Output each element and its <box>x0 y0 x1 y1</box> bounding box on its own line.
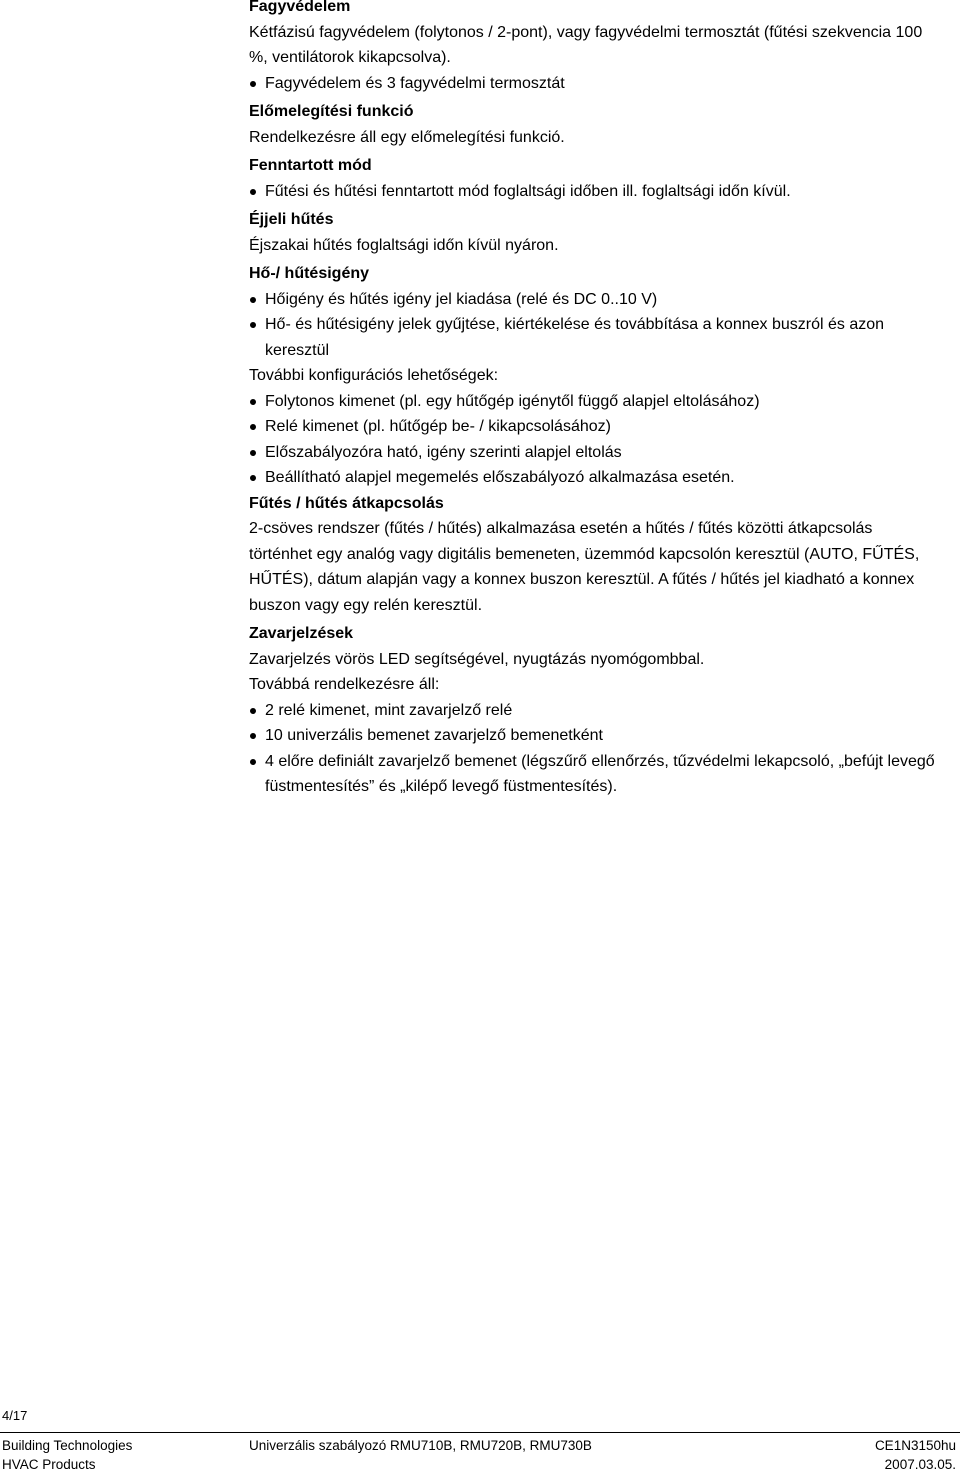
list-item: 2 relé kimenet, mint zavarjelző relé <box>249 698 939 724</box>
list-fagyvedelem <box>249 71 939 97</box>
footer-divider <box>0 1432 960 1433</box>
heading-fenntartott: Fenntartott mód <box>249 157 372 174</box>
footer-date: 2007.03.05. <box>884 1456 956 1472</box>
heading-hoigeny: Hő-/ hűtésigény <box>249 265 370 282</box>
footer-doc-info <box>875 1437 956 1474</box>
text-elomelegites: Rendelkezésre áll egy előmelegítési funkció. <box>249 128 565 146</box>
list-item: 10 univerzális bemenet zavarjelző bemenetként <box>249 723 939 749</box>
footer-division: HVAC Products <box>2 1456 96 1472</box>
text-konfiguracios: További konfigurációs lehetőségek: <box>249 367 499 384</box>
text-zavarjelzesek-1: Zavarjelzés vörös LED segítségével, nyugtázás nyomógombbal. <box>249 650 705 668</box>
text-fagyvedelem: Kétfázisú fagyvédelem (folytonos / 2-pont), vagy fagyvédelmi termosztát (fűtési szekvencia 100 %, ventilátorok kikapcsolva). <box>249 23 923 66</box>
text-atkapcsolas <box>249 516 939 618</box>
footer-product-name: Univerzális szabályozó RMU710B, RMU720B, RMU730B <box>249 1438 592 1453</box>
heading-zavarjelzesek: Zavarjelzések <box>249 625 354 642</box>
document-body <box>249 0 939 800</box>
list-item: Relé kimenet (pl. hűtőgép be- / kikapcsolásához) <box>249 414 939 440</box>
list-hoigeny <box>249 287 939 364</box>
list-item: Folytonos kimenet (pl. egy hűtőgép igénytől függő alapjel eltolásához) <box>249 389 939 415</box>
text-atkapcsolas-1: 2-csöves rendszer (fűtés / hűtés) alkalmazása esetén a hűtés / fűtés közötti átkapcsolás történhet egy analóg vagy digitális bemeneten, üzemmód kapcsolón keresztül (AUTO, FŰTÉS, HŰTÉS), dátum alapján vagy a konnex buszon keresztül. <box>249 520 920 588</box>
heading-ejjeli: Éjjeli hűtés <box>249 211 334 228</box>
footer-product <box>249 1437 592 1456</box>
page-number: 4/17 <box>2 1408 28 1423</box>
heading-elomelegites: Előmelegítési funkció <box>249 103 414 120</box>
list-item: Előszabályozóra ható, igény szerinti alapjel eltolás <box>249 440 939 466</box>
heading-atkapcsolas: Fűtés / hűtés átkapcsolás <box>249 494 444 512</box>
heading-fagyvedelem: Fagyvédelem <box>249 0 351 15</box>
footer-doc-id: CE1N3150hu <box>874 1438 956 1453</box>
list-item: Beállítható alapjel megemelés előszabályozó alkalmazása esetén. <box>249 465 939 491</box>
list-item: Hőigény és hűtés igény jel kiadása (relé és DC 0..10 V) <box>249 287 939 313</box>
text-atkapcsolas-2: A fűtés / hűtés jel kiadható a konnex buszon vagy egy relén keresztül. <box>249 571 915 614</box>
footer-company <box>2 1437 132 1474</box>
list-item: Fűtési és hűtési fenntartott mód foglaltsági időben ill. foglaltsági időn kívül. <box>249 179 939 205</box>
list-item: Fagyvédelem és 3 fagyvédelmi termosztát <box>249 71 939 97</box>
list-item: Hő- és hűtésigény jelek gyűjtése, kiértékelése és továbbítása a konnex buszról és azon keresztül <box>249 312 939 363</box>
list-fenntartott <box>249 179 939 205</box>
list-zavarjelzesek <box>249 698 939 800</box>
text-ejjeli: Éjszakai hűtés foglaltsági időn kívül nyáron. <box>249 236 559 254</box>
list-konfiguracios <box>249 389 939 491</box>
list-item: 4 előre definiált zavarjelző bemenet (légszűrő ellenőrzés, tűzvédelmi lekapcsoló, „befújt levegő füstmentesítés” és „kilépő levegő füstmentesítés). <box>249 749 939 800</box>
footer-company-name: Building Technologies <box>2 1438 133 1453</box>
text-zavarjelzesek-2: Továbbá rendelkezésre áll: <box>249 676 440 693</box>
